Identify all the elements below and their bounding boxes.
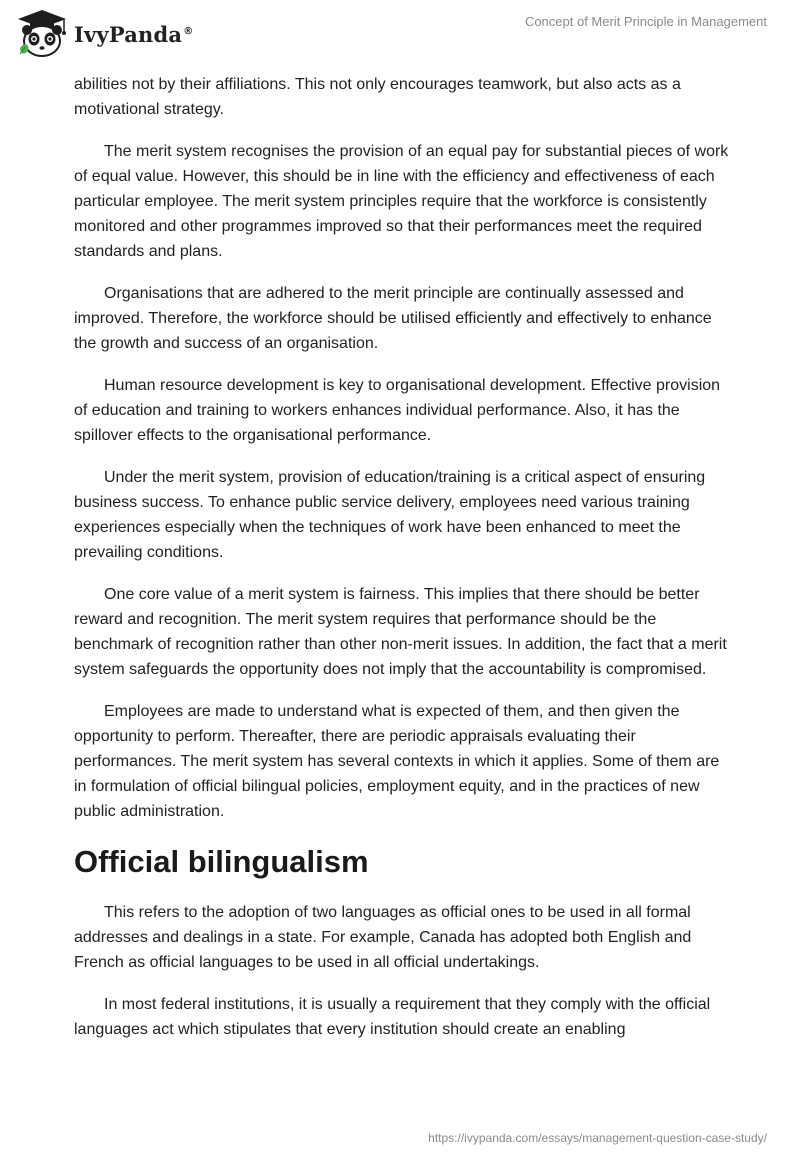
paragraph: The merit system recognises the provision of an equal pay for substantial pieces of work of equal value. However, this should be in line with the efficiency and effectiveness of each particular employee. The merit system principles require that the workforce is consistently monitored and other programmes improved so that their performances meet the required standards and plans. (74, 143, 729, 260)
registered-mark: ® (183, 25, 194, 37)
paragraph: Under the merit system, provision of education/training is a critical aspect of ensuring business success. To enhance public service delivery, employees need various training experiences especially when the techniques of work have been enhanced to meet the prevailing conditions. (74, 469, 706, 561)
paragraph: Human resource development is key to organisational development. Effective provision of education and training to workers enhances individual performance. Also, it has the spillover effects to the organisational performance. (74, 377, 721, 444)
paragraph: Employees are made to understand what is expected of them, and then given the opportunity to perform. Thereafter, there are periodic appraisals evaluating their performances. The merit system has several contexts in which it applies. Some of them are in formulation of official bilingual policies, employment equity, and in the practices of new public administration. (74, 703, 720, 820)
paragraph: In most federal institutions, it is usually a requirement that they comply with the official languages act which stipulates that every institution should create an enabling (74, 996, 711, 1038)
panda-graduate-icon (14, 8, 70, 60)
paragraph: Organisations that are adhered to the merit principle are continually assessed and improved. Therefore, the workforce should be utilised efficiently and effectively to enhance the growth and success of an organisation. (74, 285, 712, 352)
source-url[interactable]: https://ivypanda.com/essays/management-question-case-study/ (428, 1131, 767, 1145)
section-heading: Official bilingualism (74, 844, 369, 879)
paragraph: abilities not by their affiliations. This not only encourages teamwork, but also acts as a motivational strategy. (74, 76, 681, 118)
document-title: Concept of Merit Principle in Management (524, 14, 767, 29)
page-header (0, 0, 800, 66)
brand-name (74, 22, 193, 47)
brand-text: IvyPanda (74, 21, 183, 47)
paragraph: One core value of a merit system is fairness. This implies that there should be better reward and recognition. The merit system requires that performance should be the benchmark of recognition rather than other non-merit issues. In addition, the fact that a merit system safeguards the opportunity does not imply that the accountability is compromised. (74, 586, 727, 678)
paragraph: This refers to the adoption of two languages as official ones to be used in all formal addresses and dealings in a state. For example, Canada has adopted both English and French as official languages to be used in all official undertakings. (74, 904, 692, 971)
essay-body (74, 72, 730, 1059)
ivypanda-logo[interactable] (14, 8, 193, 60)
